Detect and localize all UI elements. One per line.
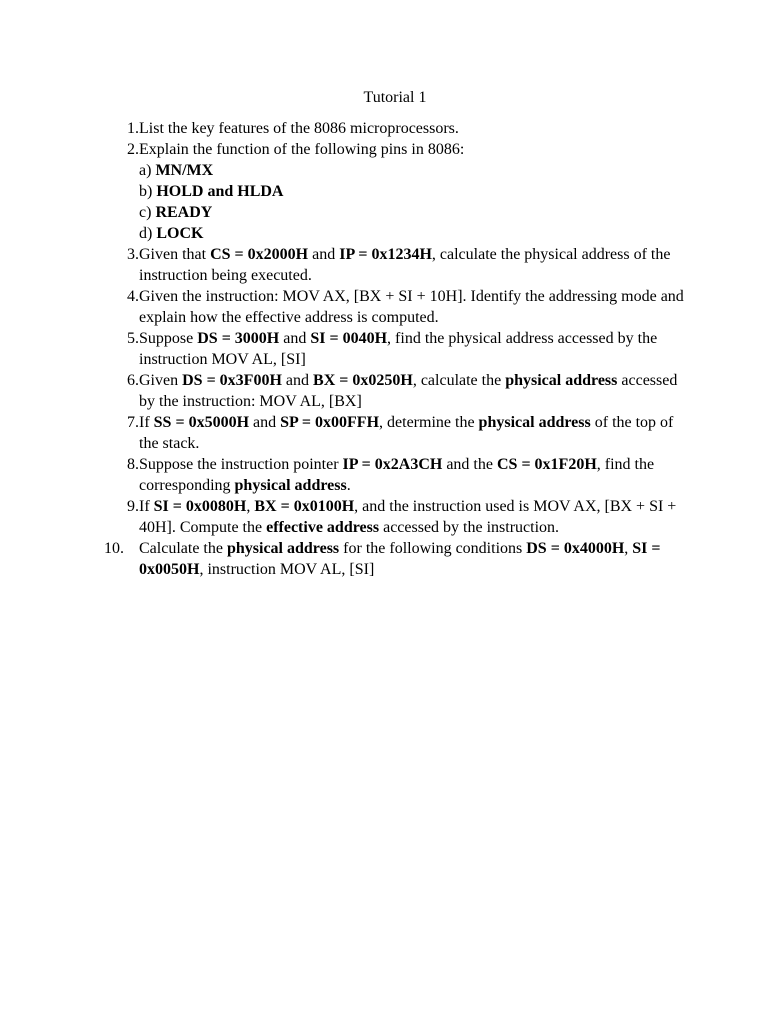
question-item [104, 286, 684, 328]
question-text-bold: SI = 0040H [310, 330, 388, 347]
question-text-bold: IP = 0x2A3CH [342, 456, 443, 473]
question-text [139, 496, 684, 538]
question-number: 1. [127, 120, 139, 137]
question-text-run: . [346, 477, 351, 494]
question-text [139, 118, 684, 139]
sub-item [139, 202, 684, 223]
sub-item-label: a) [139, 162, 156, 179]
question-text-bold: DS = 0x3F00H [182, 372, 282, 389]
question-item [104, 538, 684, 580]
sub-item-label: d) [139, 225, 157, 242]
question-text-bold: physical address [226, 540, 340, 557]
question-text [139, 328, 684, 370]
question-text-bold: physical address [505, 372, 618, 389]
question-text [139, 244, 684, 286]
question-text-run: , find the corresponding [139, 456, 655, 494]
question-text-run: and [279, 330, 311, 347]
question-text [139, 454, 684, 496]
sub-item-text: MN/MX [155, 162, 214, 179]
question-item [104, 328, 684, 370]
question-text-run: accessed by the instruction. [379, 519, 560, 536]
question-text-run: , instruction MOV AL, [SI] [199, 561, 375, 578]
question-text-run: Given that [139, 246, 211, 263]
question-item [104, 454, 684, 496]
question-text-run: and [281, 372, 314, 389]
question-text-bold: effective address [266, 519, 380, 536]
question-text-run: , find the physical address accessed by the instruction MOV AL, [SI] [139, 330, 658, 368]
question-text-bold: physical address [234, 477, 347, 494]
question-text-bold: DS = 0x4000H [526, 540, 625, 557]
question-text-bold: physical address [478, 414, 591, 431]
question-number: 7. [127, 414, 139, 431]
question-text-bold: SP = 0x00FFH [280, 414, 380, 431]
question-item [104, 118, 684, 139]
question-text-run: and [308, 246, 340, 263]
question-number: 8. [127, 456, 139, 473]
question-text-run: , [624, 540, 633, 557]
question-text-run: Given the instruction: MOV AX, [BX + SI + 10H]. Identify the addressing mode and explain how the effective address is computed. [139, 288, 684, 326]
question-number: 3. [127, 246, 139, 263]
question-number: 10. [104, 540, 124, 557]
question-text-bold: SS = 0x5000H [153, 414, 250, 431]
question-item [104, 496, 684, 538]
question-text-run: , calculate the physical address of the instruction being executed. [139, 246, 671, 284]
sub-item-text: READY [155, 204, 213, 221]
question-text-bold: BX = 0x0100H [254, 498, 355, 515]
question-number: 5. [127, 330, 139, 347]
question-text-bold: SI = 0x0050H [139, 540, 661, 578]
sub-item [139, 181, 684, 202]
question-text-run: , and the instruction used is MOV AX, [BX + SI + 40H]. Compute the [139, 498, 677, 536]
question-text-run: If [139, 498, 154, 515]
question-text-run: , [246, 498, 255, 515]
question-item [104, 370, 684, 412]
question-item [104, 244, 684, 286]
sub-item-text: HOLD and HLDA [156, 183, 284, 200]
question-text-run: , calculate the [412, 372, 506, 389]
question-number: 4. [127, 288, 139, 305]
question-text-run: and the [442, 456, 497, 473]
question-text-run: accessed by the instruction: MOV AL, [BX] [139, 372, 678, 410]
question-text-bold: BX = 0x0250H [313, 372, 413, 389]
question-text-run: Given [139, 372, 183, 389]
question-item [104, 412, 684, 454]
sub-item [139, 223, 684, 244]
question-text-run: Explain the function of the following pins in 8086: [139, 141, 465, 158]
question-number: 2. [127, 141, 139, 158]
question-text-run: and [249, 414, 281, 431]
question-text-run: of the top of the stack. [139, 414, 674, 452]
question-text-bold: CS = 0x1F20H [496, 456, 597, 473]
question-text [139, 412, 684, 454]
question-text [139, 370, 684, 412]
question-text-run: List the key features of the 8086 microprocessors. [139, 120, 459, 137]
question-text-run: Suppose [139, 330, 198, 347]
question-text [139, 286, 684, 328]
question-text [139, 538, 684, 580]
sub-item-label: b) [139, 183, 157, 200]
question-number: 6. [127, 372, 139, 389]
sub-item [139, 160, 684, 181]
question-text-run: for the following conditions [339, 540, 527, 557]
question-text-run: Calculate the [139, 540, 227, 557]
question-text-run: , determine the [379, 414, 479, 431]
question-text-bold: SI = 0x0080H [153, 498, 247, 515]
question-text-bold: IP = 0x1234H [339, 246, 432, 263]
sub-item-text: LOCK [156, 225, 204, 242]
page-title: Tutorial 1 [363, 89, 427, 106]
sub-item-label: c) [139, 204, 156, 221]
question-text-bold: DS = 3000H [197, 330, 280, 347]
question-text-bold: CS = 0x2000H [210, 246, 309, 263]
question-text-run: If [139, 414, 154, 431]
question-item [104, 139, 684, 244]
question-text [139, 139, 684, 244]
question-number: 9. [127, 498, 139, 515]
question-list [104, 118, 684, 580]
question-text-run: Suppose the instruction pointer [139, 456, 343, 473]
